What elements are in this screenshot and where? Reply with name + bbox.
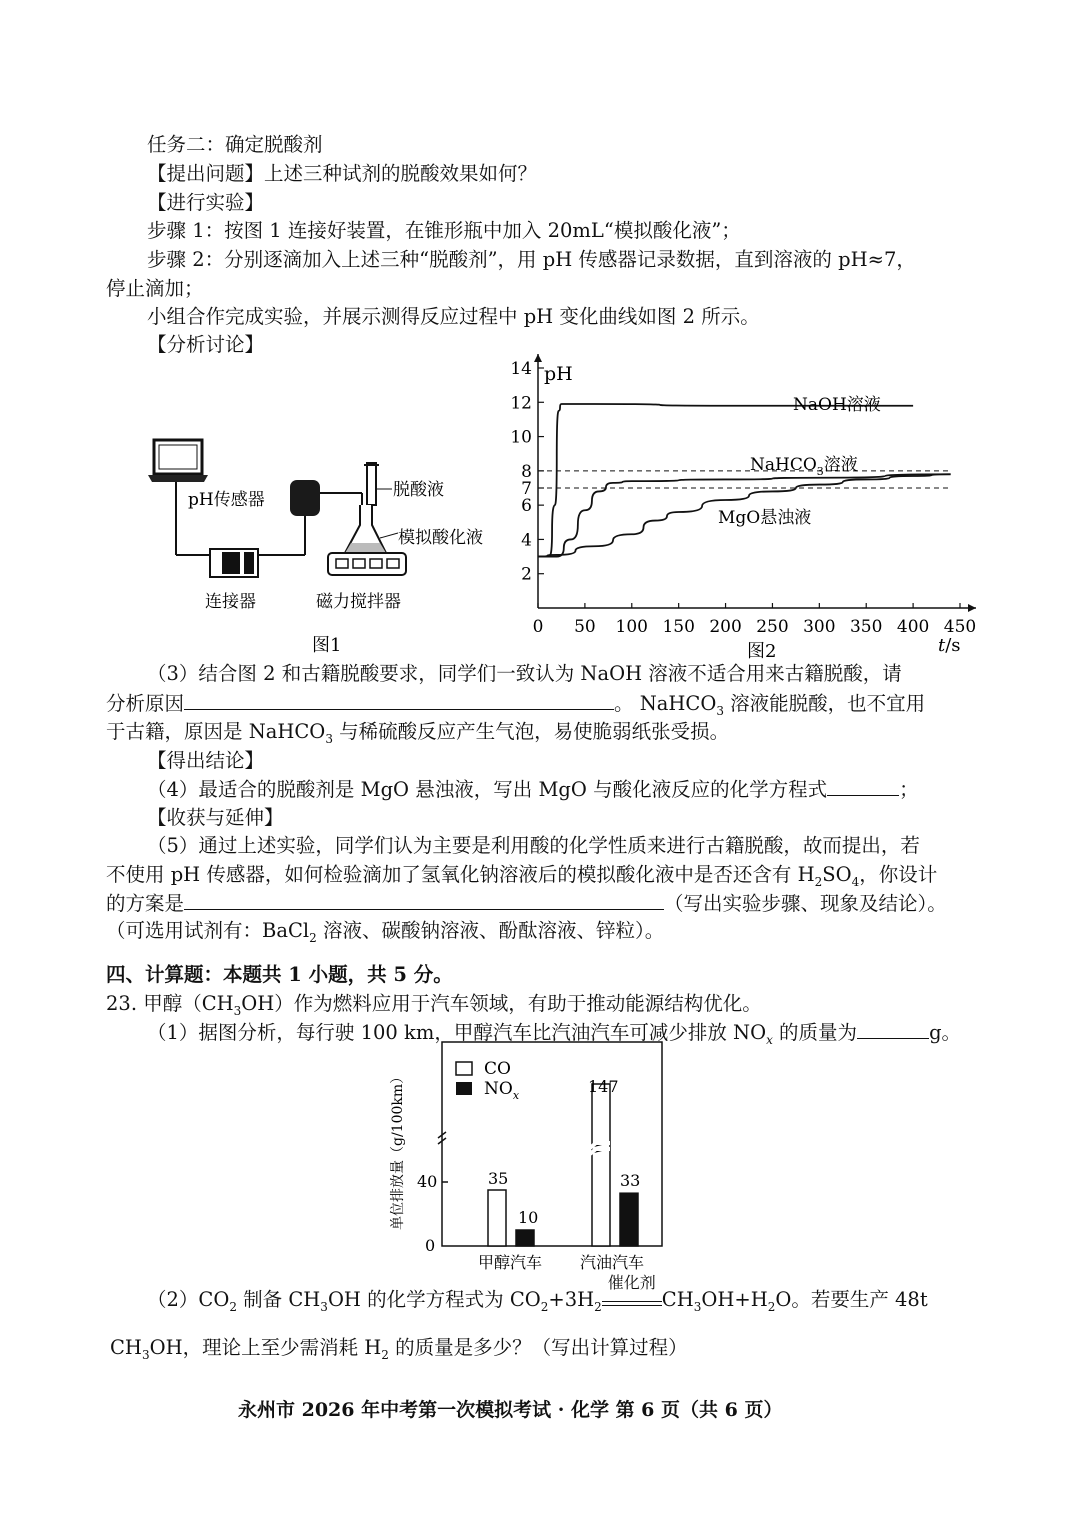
page-footer: 永州市 2026 年中考第一次模拟考试 · 化学 第 6 页（共 6 页） — [238, 1399, 783, 1421]
question-line: 【提出问题】上述三种试剂的脱酸效果如何？ — [147, 162, 538, 185]
q3-line1: （3）结合图 2 和古籍脱酸要求，同学们一致认为 NaOH 溶液不适合用来古籍脱酸，请 — [147, 662, 902, 685]
q5-line2-mid: SO — [822, 863, 852, 886]
q5-line4-sub: 2 — [309, 930, 317, 945]
ytick-40: 40 — [417, 1172, 438, 1191]
q23-part2-cont — [110, 1336, 688, 1360]
ytick-label-7: 7 — [521, 479, 532, 499]
q3-line3-sub: 3 — [325, 731, 333, 746]
figure-2-ph-chart — [500, 350, 990, 660]
ytick-label-10: 10 — [510, 427, 532, 448]
q23-part2 — [147, 1273, 928, 1314]
connector-label: 连接器 — [205, 592, 256, 612]
x-axis-label: t/s — [938, 635, 961, 656]
value-label-methanol-co: 35 — [488, 1169, 509, 1188]
legend-nox-swatch — [456, 1082, 472, 1095]
xtick-label-400: 400 — [896, 617, 930, 637]
group-line: 小组合作完成实验，并展示测得反应过程中 pH 变化曲线如图 2 所示。 — [147, 305, 760, 328]
q5-line3-start: 的方案是 — [106, 892, 185, 915]
series-label-nahco3: NaHCO$_3$溶液 — [750, 455, 858, 478]
q23-intro-start: 23. 甲醇（CH — [106, 992, 234, 1015]
q5-line2-start: 不使用 pH 传感器，如何检验滴加了氢氧化钠溶液后的模拟酸化液中是否还含有 H — [106, 863, 815, 886]
q23-p2-s6: 2 — [767, 1299, 776, 1314]
q5-sub1: 2 — [814, 874, 823, 889]
q23-intro-end: OH）作为燃料应用于汽车领域，有助于推动能源结构优化。 — [241, 992, 762, 1015]
q23-p3-s2: 2 — [381, 1347, 389, 1362]
q23-p2-e: CH — [661, 1288, 694, 1311]
q23-p3-s1: 3 — [141, 1347, 150, 1362]
q5-line2-end: ，你设计 — [859, 863, 938, 886]
ytick-label-2: 2 — [521, 564, 532, 585]
q5-answer-blank[interactable] — [184, 891, 664, 910]
value-label-gasoline-nox: 33 — [620, 1171, 641, 1190]
value-label-methanol-nox: 10 — [518, 1208, 539, 1227]
q23-intro-sub: 3 — [233, 1003, 242, 1018]
ytick-label-4: 4 — [521, 530, 532, 551]
q5-line4 — [106, 919, 664, 943]
ytick-0: 0 — [425, 1236, 436, 1255]
simulated-acid-label: 模拟酸化液 — [398, 528, 483, 548]
catalyst-label: 催化剂 — [607, 1273, 656, 1292]
q5-line2 — [106, 863, 937, 887]
laptop-icon — [148, 440, 208, 482]
q3-line2-end: 溶液能脱酸，也不宜用 — [723, 692, 926, 715]
magnetic-stirrer-icon — [328, 553, 406, 575]
y-axis-label: pH — [544, 363, 573, 385]
step1-line: 步骤 1：按图 1 连接好装置，在锥形瓶中加入 20mL“模拟酸化液”； — [147, 219, 741, 242]
experiment-heading: 【进行实验】 — [147, 191, 265, 214]
series-label-mgo: MgO悬浊液 — [718, 508, 812, 528]
xtick-label-250: 250 — [756, 617, 789, 637]
conical-flask-icon — [345, 505, 398, 553]
q23-p1-unit: g。 — [929, 1021, 962, 1044]
q23-intro — [106, 992, 762, 1016]
equals-bar — [602, 1301, 662, 1306]
ph-sensor-box — [290, 480, 320, 516]
catalyst-arrow — [602, 1273, 662, 1306]
xtick-label-350: 350 — [849, 617, 883, 637]
step2-line: 步骤 2：分别逐滴加入上述三种“脱酸剂”，用 pH 传感器记录数据，直到溶液的 pH≈7， — [147, 248, 916, 271]
q3-line3-end: 与稀硫酸反应产生气泡，易使脆弱纸张受损。 — [332, 720, 730, 743]
xtick-label-100: 100 — [615, 617, 649, 637]
bar-methanol-nox — [516, 1230, 534, 1246]
figure-1-apparatus — [140, 425, 520, 660]
q5-sub2: 4 — [851, 874, 860, 889]
q3-line2-start: 分析原因 — [106, 692, 185, 715]
q3-sub: 3 — [716, 703, 724, 718]
ytick-label-14: 14 — [510, 359, 532, 379]
bar-methanol-co — [488, 1190, 506, 1246]
q23-p2-b: 制备 CH — [236, 1288, 321, 1311]
q3-line3-start: 于古籍，原因是 NaHCO — [106, 720, 326, 743]
xtick-label-150: 150 — [662, 617, 695, 637]
y-axis-arrow — [534, 354, 542, 362]
step2-line-cont: 停止滴加； — [106, 277, 204, 300]
xtick-label-50: 50 — [574, 617, 596, 637]
ytick-label-6: 6 — [521, 496, 532, 517]
q3-answer-blank[interactable] — [184, 691, 614, 710]
q4-text: （4）最适合的脱酸剂是 MgO 悬浊液，写出 MgO 与酸化液反应的化学方程式 — [147, 778, 828, 801]
q23-p2-s4: 2 — [594, 1299, 602, 1314]
q3-line2 — [106, 691, 925, 716]
q23-p2-s3: 2 — [540, 1299, 549, 1314]
q23-p2-d: +3H — [548, 1288, 595, 1311]
q23-p2-f: OH+H — [701, 1288, 768, 1311]
q4-answer-blank[interactable] — [827, 777, 899, 796]
ytick-label-12: 12 — [510, 393, 532, 414]
analysis-heading: 【分析讨论】 — [147, 333, 265, 356]
xtick-label-0: 0 — [532, 617, 544, 637]
emission-bar-chart — [380, 1040, 680, 1280]
q5-line4-end: 溶液、碳酸钠溶液、酚酞溶液、锌粒）。 — [316, 919, 665, 942]
q4-line — [147, 777, 919, 802]
q5-line1: （5）通过上述实验，同学们认为主要是利用酸的化学性质来进行古籍脱酸，故而提出，若 — [147, 834, 920, 857]
x-axis-arrow — [968, 604, 976, 612]
legend-nox-label: $NO_x$ — [484, 1079, 520, 1102]
q23-p2-g: O。若要生产 48t — [775, 1288, 928, 1311]
q23-p1-start: （1）据图分析，每行驶 100 km，甲醇汽车比汽油汽车可减少排放 NO — [147, 1021, 767, 1044]
q23-p3-a: CH — [110, 1336, 142, 1359]
bar-gasoline-nox — [620, 1193, 638, 1246]
acid-remover-label: 脱酸液 — [393, 480, 444, 500]
q23-p3-c: 的质量是多少？（写出计算过程） — [388, 1336, 688, 1359]
xtick-label-200: 200 — [709, 617, 742, 637]
ytick-label-8: 8 — [521, 461, 532, 482]
extend-heading: 【收获与延伸】 — [147, 806, 284, 829]
bar-chart-ylabel: 单位排放量（g/100km） — [390, 1069, 406, 1230]
q23-p2-s5: 3 — [693, 1299, 702, 1314]
legend-co-swatch — [456, 1062, 472, 1075]
q23-p2-s1: 2 — [229, 1299, 237, 1314]
q23-p2-s2: 3 — [320, 1299, 328, 1314]
legend-co-label: CO — [484, 1059, 511, 1079]
task2-title: 任务二：确定脱酸剂 — [147, 133, 323, 156]
q3-line3 — [106, 720, 729, 744]
q23-p2-c: OH 的化学方程式为 CO — [327, 1288, 541, 1311]
ph-sensor-label: pH传感器 — [188, 490, 265, 510]
value-label-gasoline-co: 147 — [588, 1077, 619, 1096]
q23-p1-answer-blank[interactable] — [857, 1020, 929, 1039]
category-methanol-car: 甲醇汽车 — [478, 1253, 543, 1272]
q3-line2-mid: 。 NaHCO — [614, 692, 717, 715]
connector-icon — [210, 549, 258, 577]
q23-p1-sub: x — [766, 1032, 773, 1047]
conclusion-heading: 【得出结论】 — [147, 749, 265, 772]
q5-line4-start: （可选用试剂有：BaCl — [106, 919, 310, 942]
figure-2-caption: 图2 — [747, 641, 777, 660]
bar-gasoline-co — [592, 1084, 610, 1246]
xtick-label-450: 450 — [943, 617, 977, 637]
series-label-naoh: NaOH溶液 — [793, 395, 881, 415]
xtick-label-300: 300 — [803, 617, 836, 637]
section4-heading: 四、计算题：本题共 1 小题，共 5 分。 — [106, 963, 453, 986]
q5-line3 — [106, 891, 947, 916]
q5-line3-end: （写出实验步骤、现象及结论）。 — [664, 892, 947, 915]
q23-p3-b: OH，理论上至少需消耗 H — [149, 1336, 382, 1359]
figure-1-caption: 图1 — [312, 635, 342, 656]
category-gasoline-car: 汽油汽车 — [580, 1253, 645, 1272]
q4-end: ； — [899, 778, 919, 801]
stirrer-label: 磁力搅拌器 — [316, 592, 401, 612]
q23-p1-mid: 的质量为 — [772, 1021, 858, 1044]
q23-p2-a: （2）CO — [147, 1288, 230, 1311]
